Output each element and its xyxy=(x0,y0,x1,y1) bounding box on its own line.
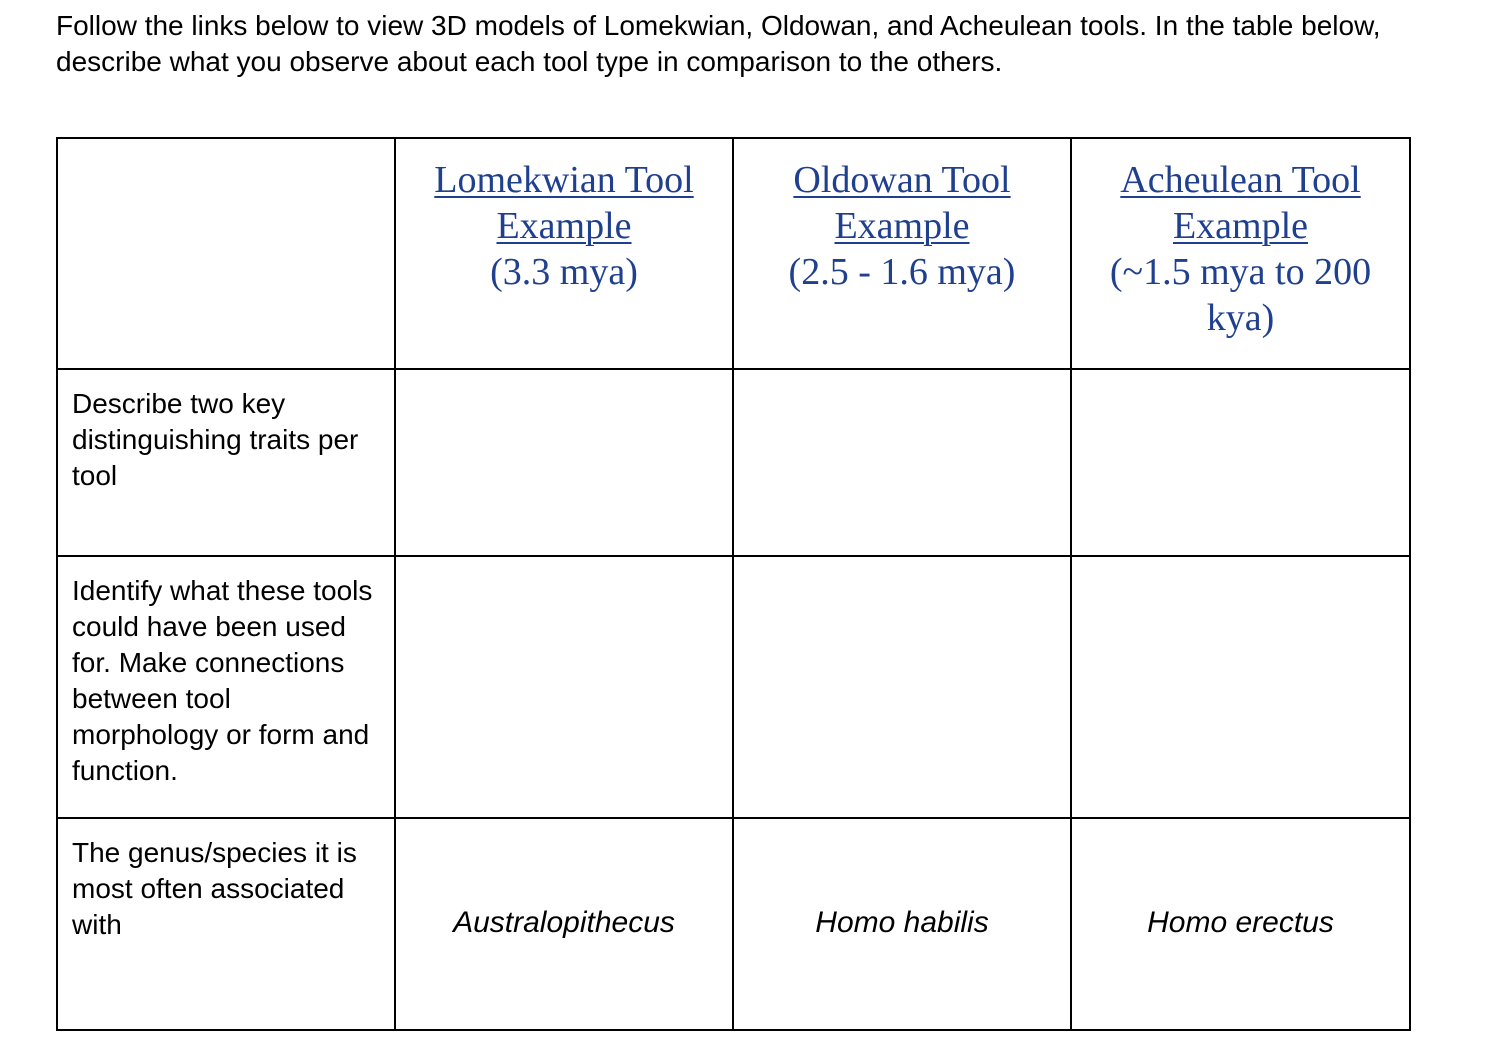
lomekwian-header-cell xyxy=(395,138,733,369)
uses-row-label: Identify what these tools could have been used for. Make connections between tool morphology or form and function. xyxy=(57,556,395,818)
oldowan-species: Homo habilis xyxy=(733,818,1071,1030)
corner-cell xyxy=(57,138,395,369)
species-row xyxy=(57,818,1410,1030)
traits-row-label: Describe two key distinguishing traits per tool xyxy=(57,369,395,556)
acheulean-species: Homo erectus xyxy=(1071,818,1410,1030)
lomekwian-traits-cell[interactable] xyxy=(395,369,733,556)
lomekwian-species: Australopithecus xyxy=(395,818,733,1030)
instructions-text: Follow the links below to view 3D models of Lomekwian, Oldowan, and Acheulean tools. In the table below, describe what you observe about each tool type in comparison to the others. xyxy=(56,10,1381,77)
oldowan-uses-cell[interactable] xyxy=(733,556,1071,818)
header-row xyxy=(57,138,1410,369)
lomekwian-tool-link[interactable]: Lomekwian Tool Example xyxy=(434,159,694,247)
comparison-table xyxy=(56,137,1411,1031)
oldowan-date: (2.5 - 1.6 mya) xyxy=(788,251,1016,293)
acheulean-tool-link[interactable]: Acheulean Tool Example xyxy=(1120,159,1361,247)
acheulean-date: (~1.5 mya to 200 kya) xyxy=(1109,251,1372,339)
acheulean-uses-cell[interactable] xyxy=(1071,556,1410,818)
oldowan-tool-link[interactable]: Oldowan Tool Example xyxy=(793,159,1011,247)
lomekwian-date: (3.3 mya) xyxy=(490,251,638,293)
lomekwian-uses-cell[interactable] xyxy=(395,556,733,818)
acheulean-traits-cell[interactable] xyxy=(1071,369,1410,556)
uses-row xyxy=(57,556,1410,818)
traits-row xyxy=(57,369,1410,556)
species-row-label: The genus/species it is most often associated with xyxy=(57,818,395,1030)
oldowan-header-cell xyxy=(733,138,1071,369)
oldowan-traits-cell[interactable] xyxy=(733,369,1071,556)
acheulean-header-cell xyxy=(1071,138,1410,369)
